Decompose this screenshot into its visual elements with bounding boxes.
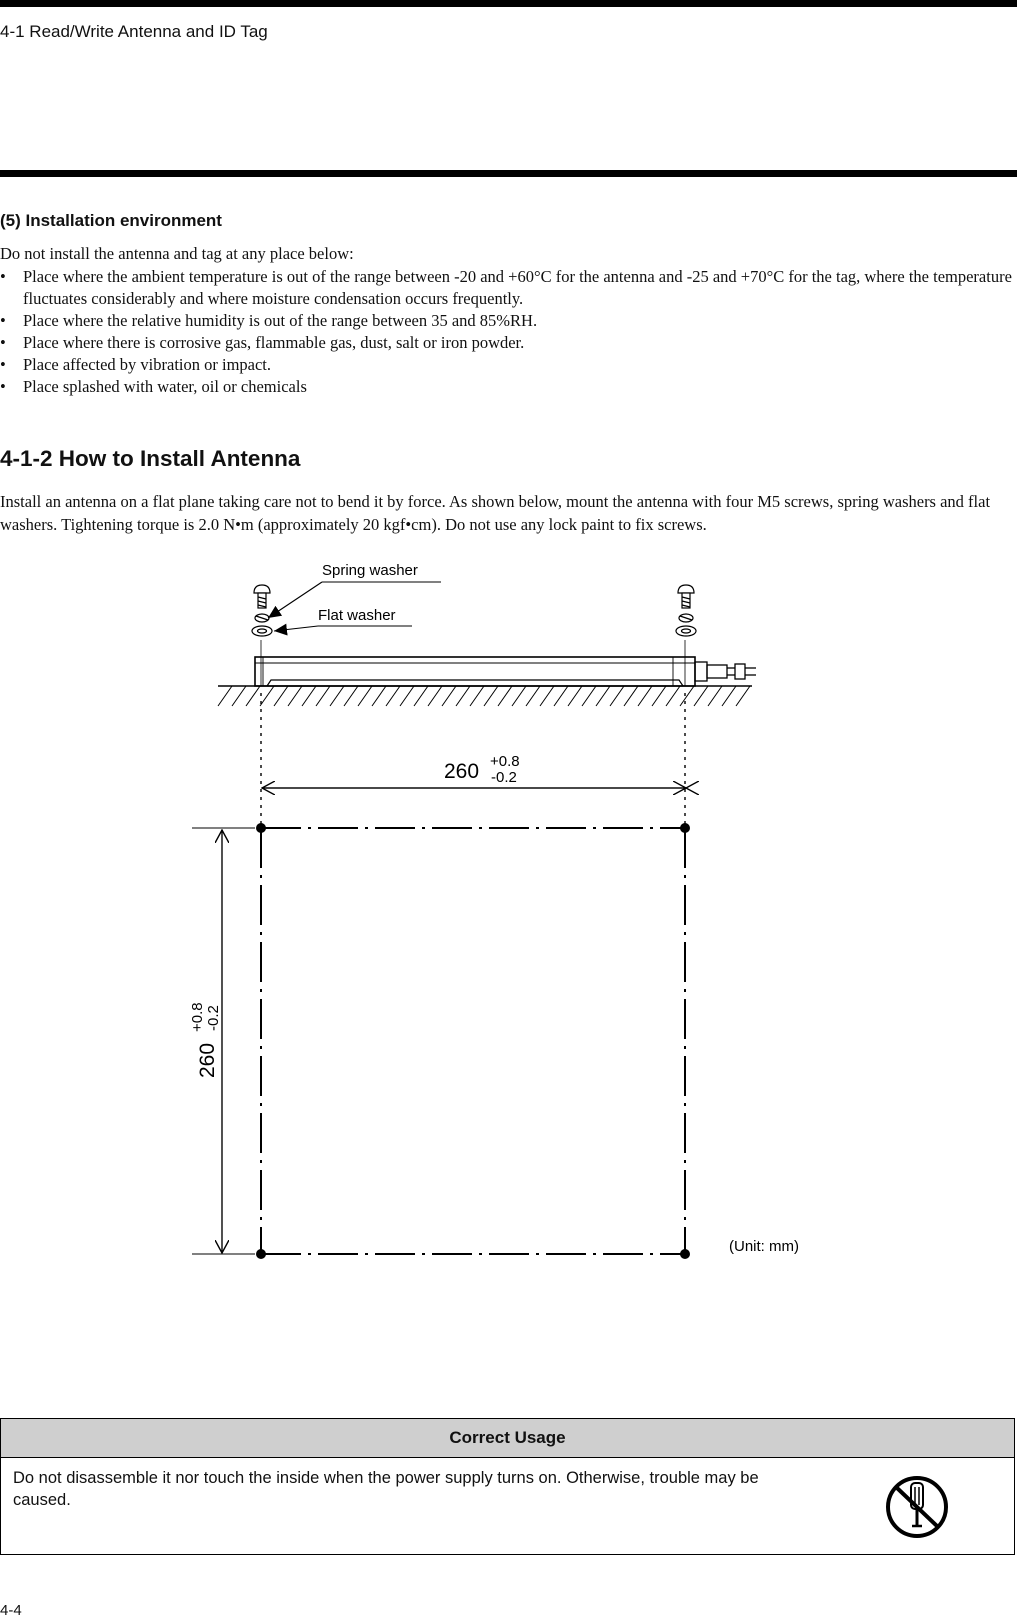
antenna-body	[255, 657, 695, 686]
screw-assembly-right	[676, 585, 696, 636]
section-title-how-to-install: 4-1-2 How to Install Antenna	[0, 446, 301, 471]
mounting-surface	[218, 686, 752, 706]
horizontal-dimension-minus-tol: -0.2	[491, 769, 517, 786]
cable-connector	[695, 662, 756, 681]
bullet-text: Place affected by vibration or impact.	[23, 355, 272, 374]
top-rule	[0, 0, 1017, 7]
bullet-mark: •	[0, 311, 6, 330]
vertical-dimension-value: 260	[196, 1042, 219, 1078]
header-rule	[0, 170, 1017, 177]
vertical-extension-lines	[192, 828, 255, 1254]
vertical-dimension-minus-tol: -0.2	[205, 1005, 222, 1031]
correct-usage-text: Do not disassemble it nor touch the inside when the power supply turns on. Otherwise, trouble may be caused.	[13, 1469, 759, 1509]
bullet-item	[0, 332, 1017, 354]
installation-bullet-list	[0, 266, 1017, 398]
bullet-text: Place where there is corrosive gas, flammable gas, dust, salt or iron powder.	[23, 333, 525, 352]
correct-usage-box	[0, 1418, 1015, 1555]
bullet-mark: •	[0, 333, 6, 352]
unit-note: (Unit: mm)	[729, 1238, 799, 1255]
screw-assembly-left	[252, 585, 272, 636]
antenna-mounting-diagram	[0, 540, 1017, 1260]
bullet-text: Place splashed with water, oil or chemicals	[23, 377, 307, 396]
bullet-item	[0, 266, 1017, 310]
spring-washer-label: Spring washer	[322, 562, 418, 579]
page-number: 4-4	[0, 1602, 22, 1619]
section-title-installation-environment: (5) Installation environment	[0, 211, 222, 230]
no-disassembly-icon	[884, 1474, 950, 1540]
bullet-text: Place where the relative humidity is out of the range between 35 and 85%RH.	[23, 311, 538, 330]
bullet-mark: •	[0, 355, 6, 374]
bullet-item	[0, 376, 1017, 398]
mounting-hole-pattern	[261, 828, 685, 1254]
installation-intro: Do not install the antenna and tag at any place below:	[0, 244, 354, 263]
bullet-mark: •	[0, 267, 6, 286]
horizontal-dimension-value: 260	[444, 760, 480, 783]
vertical-dimension-label	[189, 1002, 222, 1078]
bullet-mark: •	[0, 377, 6, 396]
horizontal-dimension-plus-tol: +0.8	[490, 753, 520, 770]
bullet-item	[0, 310, 1017, 332]
install-instructions: Install an antenna on a flat plane taking care not to bend it by force. As shown below, mount the antenna with four M5 screws, spring washers and flat washers. Tightening torque is 2.0 N•m (approximately 20 kgf•cm). Do not use any lock paint to fix screws.	[0, 492, 991, 534]
running-header: 4-1 Read/Write Antenna and ID Tag	[0, 22, 268, 41]
mounting-hole-points	[256, 823, 690, 1259]
flat-washer-label: Flat washer	[318, 607, 396, 624]
bullet-item	[0, 354, 1017, 376]
bullet-text: Place where the ambient temperature is out of the range between -20 and +60°C for the antenna and -25 and +70°C for the tag, where the temperature fluctuates considerably and where moisture condensation occurs frequently.	[23, 267, 1012, 308]
vertical-dimension-plus-tol: +0.8	[189, 1002, 206, 1032]
correct-usage-heading: Correct Usage	[1, 1419, 1014, 1458]
